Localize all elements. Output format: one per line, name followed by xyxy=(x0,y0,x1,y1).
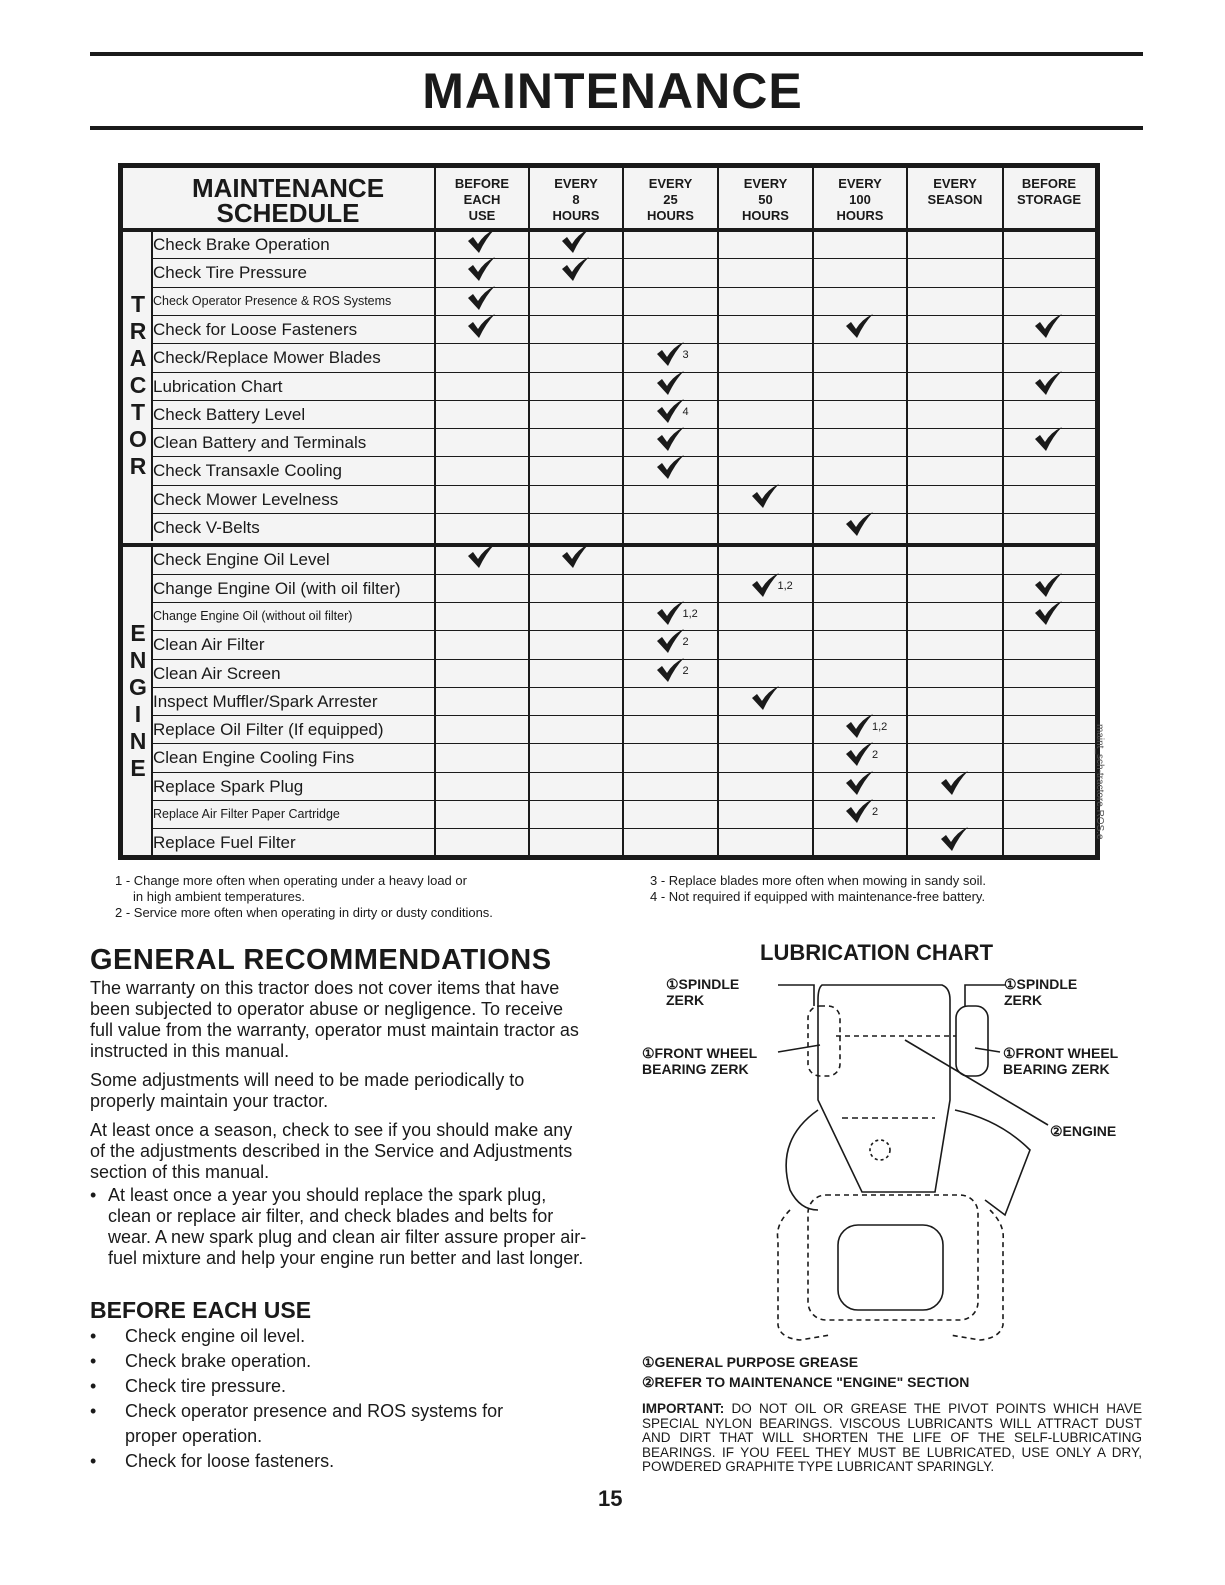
section-label-letter: E xyxy=(130,619,146,646)
column-divider xyxy=(1002,168,1004,855)
important-text: DO NOT OIL OR GREASE THE PIVOT POINTS WHICH HAVE SPECIAL NYLON BEARINGS. VISCOUS LUBRICANTS WILL ATTRACT DUST AND DIRT THAT WILL SHORTEN THE LIFE OF THE SELF-LUBRICATING BEARINGS. IF YOU FEEL THEY MUST BE LUBRICATED, USE ONLY A DRY, POWDERED GRAPHITE TYPE LUBRICANT SPARINGLY. xyxy=(642,1401,1142,1474)
footnote-ref: 2 xyxy=(682,636,689,649)
season-paragraph: At least once a season, check to see if you should make any of the adjustments described in the Service and Adjustments section of this manual. xyxy=(90,1120,573,1182)
checkmark-icon xyxy=(1029,570,1069,600)
checkmark-icon xyxy=(651,655,691,685)
checkmark-icon xyxy=(556,541,596,571)
checkmark-icon xyxy=(840,768,880,798)
checkmark-icon xyxy=(651,626,691,656)
task-label: Check Operator Presence & ROS Systems xyxy=(153,293,392,308)
checkmark-icon xyxy=(651,452,691,482)
leader-wheel-left xyxy=(778,1045,820,1052)
right-front-wheel xyxy=(956,1006,988,1076)
front-wheel-zerk-left-label: ①FRONT WHEEL BEARING ZERK xyxy=(642,1045,758,1077)
checkmark-icon xyxy=(840,711,888,741)
task-label: Clean Engine Cooling Fins xyxy=(153,748,355,768)
footnote-ref: 4 xyxy=(682,405,689,418)
section-label-letter: N xyxy=(129,727,147,754)
footnote-ref: 1,2 xyxy=(777,579,793,592)
section-label-letter: R xyxy=(129,453,147,480)
lubrication-chart-title: LUBRICATION CHART xyxy=(760,940,994,965)
task-label: Replace Oil Filter (If equipped) xyxy=(153,720,384,740)
tractor-hood xyxy=(818,985,950,1192)
task-label: Replace Air Filter Paper Cartridge xyxy=(153,807,340,821)
task-label: Change Engine Oil (without oil filter) xyxy=(153,608,353,623)
legend-engine: ②REFER TO MAINTENANCE "ENGINE" SECTION xyxy=(642,1374,970,1390)
footnote-ref: 1,2 xyxy=(872,721,888,734)
column-divider xyxy=(717,168,719,855)
footnote-ref: 2 xyxy=(872,749,879,762)
task-label: Clean Battery and Terminals xyxy=(153,433,367,453)
task-label: Lubrication Chart xyxy=(153,376,283,396)
list-item: • Check operator presence and ROS systems for proper operation. xyxy=(90,1399,550,1449)
page-number: 15 xyxy=(598,1486,623,1511)
checkmark-icon xyxy=(1029,598,1069,628)
checkmark-icon xyxy=(840,796,880,826)
checkmark-icon xyxy=(651,368,691,398)
checkmark-icon xyxy=(840,509,880,539)
right-rear-wheel xyxy=(950,1210,1003,1340)
footnote-2: 2 - Service more often when operating in dirty or dusty conditions. xyxy=(115,905,493,920)
column-divider xyxy=(812,168,814,855)
task-label: Check Engine Oil Level xyxy=(153,550,330,570)
general-recommendations-title: GENERAL RECOMMENDATIONS xyxy=(90,944,552,976)
section-label-letter: C xyxy=(129,372,147,399)
leader-spindle-left xyxy=(778,985,814,1006)
checkmark-icon xyxy=(935,824,975,854)
task-label: Check/Replace Mower Blades xyxy=(153,348,381,368)
important-note xyxy=(642,1402,1142,1475)
footnote-1-cont: in high ambient temperatures. xyxy=(133,889,305,904)
task-label: Check Battery Level xyxy=(153,404,306,424)
column-header: EVERY SEASON xyxy=(927,176,983,207)
list-item: • Check for loose fasteners. xyxy=(90,1449,550,1474)
legend-grease: ①GENERAL PURPOSE GREASE xyxy=(642,1354,859,1370)
checkmark-icon xyxy=(840,739,880,769)
section-label-letter: N xyxy=(129,646,147,673)
column-header: BEFORE EACH USE xyxy=(454,176,510,223)
general-recommendations-text xyxy=(90,978,590,1269)
column-divider xyxy=(622,168,624,855)
checkmark-icon xyxy=(462,254,502,284)
maintenance-schedule-table xyxy=(118,163,1100,860)
left-rear-wheel xyxy=(778,1210,831,1340)
leader-wheel-right xyxy=(975,1048,1000,1052)
column-divider xyxy=(528,168,530,855)
checkmark-icon xyxy=(935,768,975,798)
checkmark-icon xyxy=(746,481,786,511)
checkmark-icon xyxy=(651,424,691,454)
top-rule xyxy=(90,52,1143,56)
schedule-title: MAINTENANCE SCHEDULE xyxy=(191,173,385,228)
task-label: Check for Loose Fasteners xyxy=(153,319,358,339)
engine-label: ②ENGINE xyxy=(1050,1123,1117,1139)
adjustments-paragraph: Some adjustments will need to be made periodically to properly maintain your tractor. xyxy=(90,1070,525,1111)
section-label-letter: A xyxy=(129,345,147,372)
checkmark-icon xyxy=(651,598,698,628)
important-label: IMPORTANT: xyxy=(642,1401,725,1416)
task-label: Check Tire Pressure xyxy=(153,263,307,283)
before-each-use-list xyxy=(90,1324,550,1474)
checkmark-icon xyxy=(651,396,691,426)
column-divider xyxy=(906,168,908,855)
section-label-letter: T xyxy=(130,291,146,318)
list-item: • Check engine oil level. xyxy=(90,1324,550,1349)
front-wheel-zerk-right-label: ①FRONT WHEEL BEARING ZERK xyxy=(1003,1045,1119,1077)
section-label-letter: G xyxy=(129,673,147,700)
column-header: EVERY 100 HOURS xyxy=(836,176,884,223)
section-label-letter: R xyxy=(129,318,147,345)
side-code: maint_sch-tractore.ROS.e xyxy=(1094,724,1105,840)
mower-deck-left xyxy=(786,1110,818,1210)
checkmark-icon xyxy=(556,254,596,284)
footnote-ref: 2 xyxy=(872,806,879,818)
footnote-ref: 3 xyxy=(682,349,689,362)
seat xyxy=(838,1225,943,1310)
checkmark-icon xyxy=(556,226,596,256)
column-header: EVERY 25 HOURS xyxy=(647,176,694,223)
checkmark-icon xyxy=(651,339,691,369)
checkmark-icon xyxy=(462,283,502,313)
list-item: • Check brake operation. xyxy=(90,1349,550,1374)
footnote-3: 3 - Replace blades more often when mowing in sandy soil. xyxy=(650,873,987,888)
checkmark-icon xyxy=(746,570,793,600)
title-underline xyxy=(90,126,1143,130)
task-label: Change Engine Oil (with oil filter) xyxy=(153,578,401,598)
section-label-letter: E xyxy=(130,754,146,781)
left-front-wheel xyxy=(808,1006,840,1076)
checkmark-icon xyxy=(462,541,502,571)
task-label: Replace Spark Plug xyxy=(153,776,304,796)
footnote-ref: 2 xyxy=(682,664,689,677)
column-header: EVERY 50 HOURS xyxy=(742,176,789,223)
checkmark-icon xyxy=(746,683,786,713)
leader-spindle-right xyxy=(965,985,1005,1006)
footnote-1: 1 - Change more often when operating under a heavy load or xyxy=(115,873,467,888)
page-title: MAINTENANCE xyxy=(422,63,803,119)
warranty-paragraph: The warranty on this tractor does not cover items that have been subjected to operator abuse or negligence. To receive full value from the warranty, operator must maintain tractor as instructed in this manual. xyxy=(90,978,579,1061)
seat-frame xyxy=(808,1195,978,1320)
checkmark-icon xyxy=(1029,368,1069,398)
task-label: Check Mower Levelness xyxy=(153,489,339,509)
task-label: Clean Air Screen xyxy=(153,663,281,683)
section-label-letter: T xyxy=(130,399,146,426)
task-label: Check Brake Operation xyxy=(153,235,330,254)
task-label: Replace Fuel Filter xyxy=(153,833,296,853)
engine-cap xyxy=(870,1140,890,1160)
section-label-letter: O xyxy=(129,426,147,453)
checkmark-icon xyxy=(840,311,880,341)
footnote-ref: 1,2 xyxy=(682,607,698,620)
mower-deck-right xyxy=(955,1110,1030,1215)
task-label: Check Transaxle Cooling xyxy=(153,461,342,481)
spindle-zerk-right-label: ①SPINDLE ZERK xyxy=(1004,976,1078,1008)
checkmark-icon xyxy=(462,226,502,256)
spindle-zerk-left-label: ①SPINDLE ZERK xyxy=(666,976,740,1008)
checkmark-icon xyxy=(462,311,502,341)
column-header: BEFORE STORAGE xyxy=(1016,176,1082,207)
list-item: • Check tire pressure. xyxy=(90,1374,550,1399)
before-each-use-title: BEFORE EACH USE xyxy=(90,1297,312,1323)
task-label: Inspect Muffler/Spark Arrester xyxy=(153,691,378,711)
footnote-4: 4 - Not required if equipped with maintenance-free battery. xyxy=(650,889,986,904)
checkmark-icon xyxy=(1029,424,1069,454)
yearly-bullet: • At least once a year you should replace the spark plug, clean or replace air filter, and check blades and belts for wear. A new spark plug and clean air filter assure proper air-fuel mixture and help your engine run better and last longer. xyxy=(90,1185,590,1269)
column-header: EVERY 8 HOURS xyxy=(552,176,600,223)
section-label-letter: I xyxy=(134,700,142,727)
checkmark-icon xyxy=(1029,311,1069,341)
task-label: Check V-Belts xyxy=(153,518,260,537)
task-label: Clean Air Filter xyxy=(153,635,265,655)
